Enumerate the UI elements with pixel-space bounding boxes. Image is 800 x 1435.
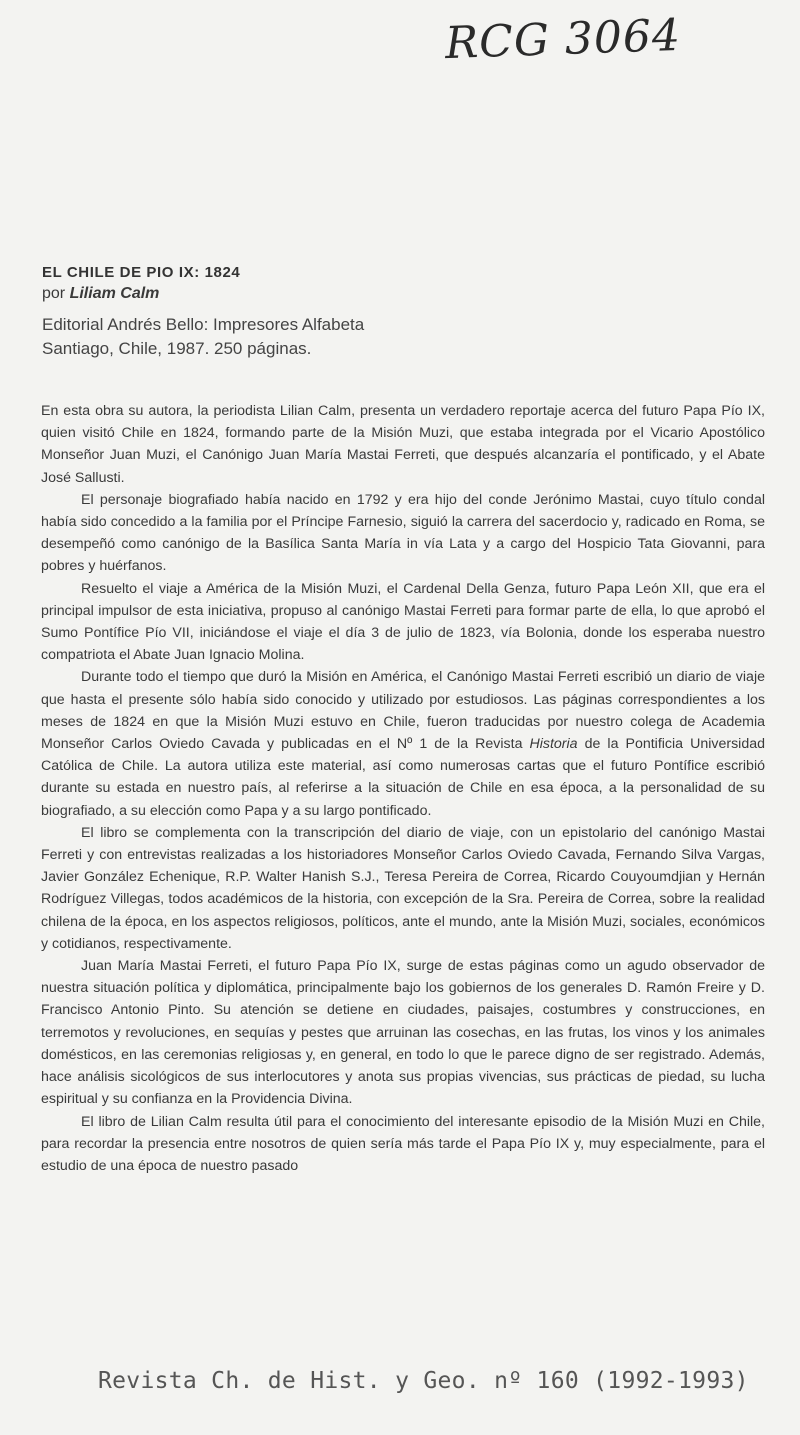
paragraph-4-part-a: Durante todo el tiempo que duró la Misión en América, el Canónigo Mastai Ferreti escribió un diario de viaje que hasta el presente sólo había sido conocido y utilizado por estudiosos. Las páginas correspondientes a los meses de 1824 en que la Misión Muzi estuvo en Chile, fueron traducidas por nuestro colega de Academia Monseñor Carlos Oviedo Cavada y publicadas en el Nº 1 de la Revista	[41, 669, 765, 753]
paragraph-4	[41, 666, 765, 821]
paragraph-1: En esta obra su autora, la periodista Lilian Calm, presenta un verdadero reportaje acerca del futuro Papa Pío IX, quien visitó Chile en 1824, formando parte de la Misión Muzi, que estaba integrada por el Vicario Apostólico Monseñor Juan Muzi, el Canónigo Juan María Mastai Ferreti, que después alcanzaría el pontificado, y el Abate José Sallusti.	[41, 403, 765, 486]
paragraph-4-part-b: de la Pontificia Universidad Católica de Chile. La autora utiliza este material, así como numerosas cartas que el futuro Pontífice escribió durante su estada en nuestro país, al referirse a la situación de Chile en esa época, a la personalidad de su biografiado, a su elección como Papa y a su largo pontificado.	[41, 736, 765, 819]
paragraph-6: Juan María Mastai Ferreti, el futuro Papa Pío IX, surge de estas páginas como un agudo observador de nuestra situación política y diplomática, principalmente bajo los gobiernos de los generales D. Ramón Freire y D. Francisco Antonio Pinto. Su atención se detiene en ciudades, paisajes, costumbres y construcciones, en terremotos y revoluciones, en sequías y pestes que arruinan las cosechas, en las frutas, los vinos y los animales domésticos, en las ceremonias religiosas y, en general, en todo lo que le parece digno de ser registrado. Además, hace análisis sicológicos de sus interlocutores y anota sus propias vivencias, sus prácticas de piedad, su lucha espiritual y su confianza en la Providencia Divina.	[41, 958, 765, 1108]
byline-prefix: por	[42, 285, 70, 302]
journal-name-historia: Historia	[529, 736, 578, 753]
paragraph-2: El personaje biografiado había nacido en 1792 y era hijo del conde Jerónimo Mastai, cuyo título condal había sido concedido a la familia por el Príncipe Farnesio, siguió la carrera del sacerdocio y, radicado en Roma, se desempeñó como canónigo de la Basílica Santa María in vía Lata y a cargo del Hospicio Tata Giovanni, para pobres y huérfanos.	[41, 491, 765, 575]
book-title: EL CHILE DE PIO IX: 1824	[42, 264, 241, 281]
paragraph-3: Resuelto el viaje a América de la Misión Muzi, el Cardenal Della Genza, futuro Papa León XII, que era el principal impulsor de esta iniciativa, propuso al canónigo Mastai Ferreti para formar parte de ella, lo que aprobó el Sumo Pontífice Pío VII, iniciándose el viaje el día 3 de julio de 1823, vía Bolonia, donde los esperaba nuestro compatriota el Abate Juan Ignacio Molina.	[41, 580, 765, 664]
journal-citation-footer: Revista Ch. de Hist. y Geo. nº 160 (1992-1993)	[98, 1368, 749, 1394]
handwritten-catalog-code: RCG 3064	[444, 9, 682, 70]
publisher-line: Editorial Andrés Bello: Impresores Alfabeta	[42, 315, 365, 334]
review-body	[41, 400, 765, 1177]
paragraph-7: El libro de Lilian Calm resulta útil para el conocimiento del interesante episodio de la Misión Muzi en Chile, para recordar la presencia entre nosotros de quien sería más tarde el Papa Pío IX y, muy especialmente, para el estudio de una época de nuestro pasado	[41, 1113, 765, 1174]
publication-place-line: Santiago, Chile, 1987. 250 páginas.	[42, 339, 312, 358]
paragraph-5: El libro se complementa con la transcripción del diario de viaje, con un epistolario del canónigo Mastai Ferreti y con entrevistas realizadas a los historiadores Monseñor Carlos Oviedo Cavada, Fernando Silva Vargas, Javier González Echenique, R.P. Walter Hanish S.J., Teresa Pereira de Correa, Ricardo Couyoumdjian y Hernán Rodríguez Villegas, todos académicos de la historia, con excepción de la Sra. Pereira de Correa, sobre la realidad chilena de la época, en los aspectos religiosos, políticos, ante el mundo, ante la Misión Muzi, sociales, económicos y cotidianos, respectivamente.	[41, 824, 765, 952]
book-byline	[42, 285, 762, 303]
book-header	[42, 264, 762, 361]
book-author: Liliam Calm	[69, 285, 160, 302]
